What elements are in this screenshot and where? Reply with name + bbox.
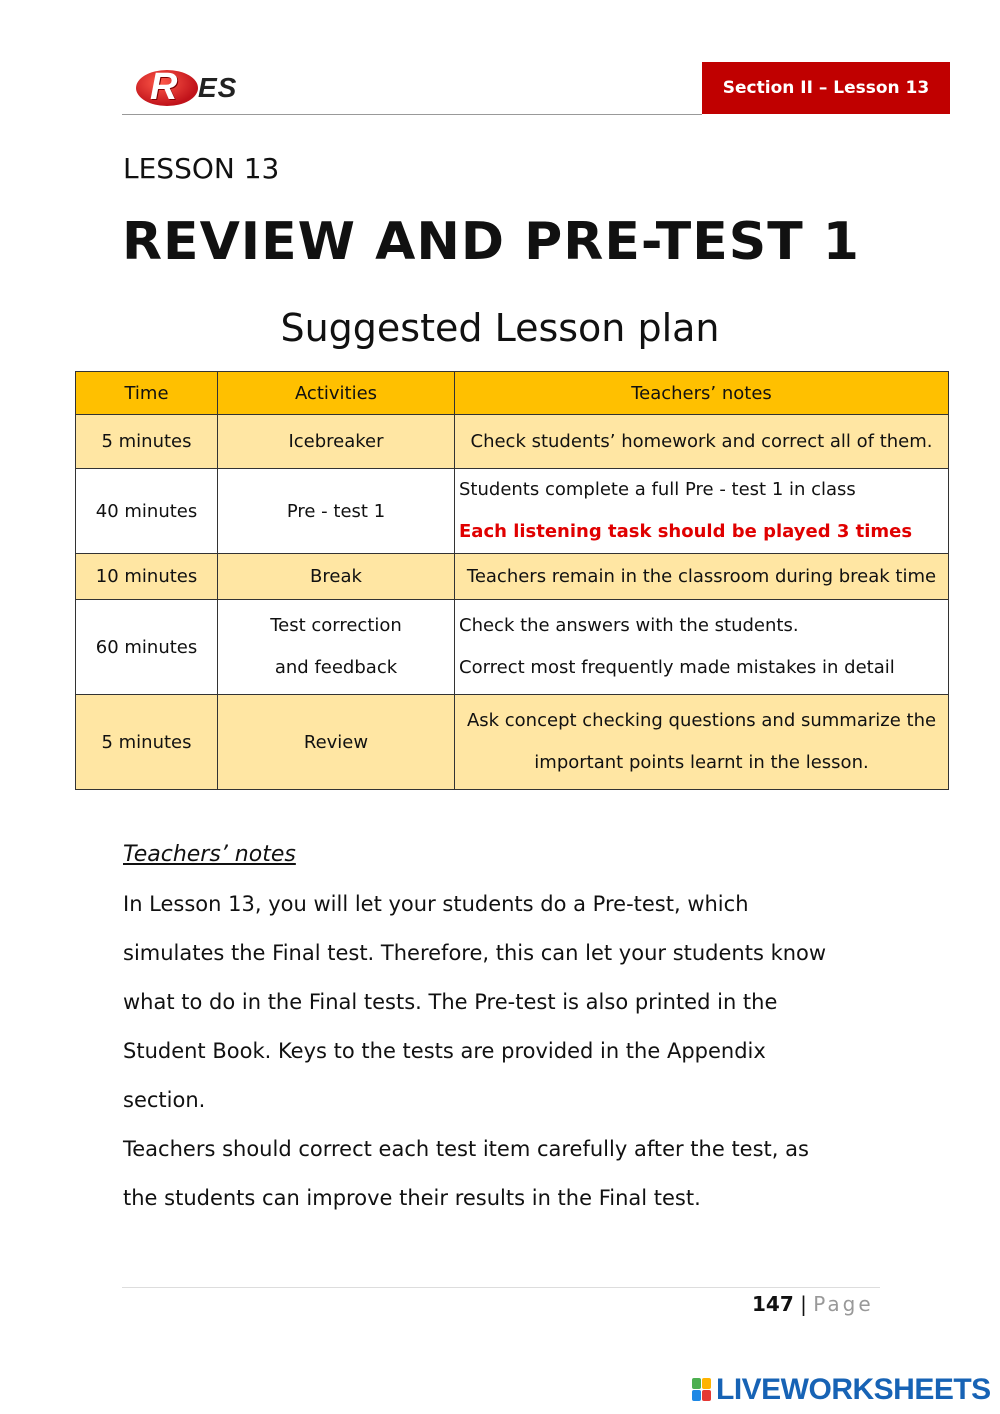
note-line: Students complete a full Pre - test 1 in class [459, 479, 856, 500]
section-badge: Section II – Lesson 13 [702, 62, 950, 114]
footer-divider [122, 1287, 880, 1288]
cell-notes [455, 695, 949, 790]
header-teachers-notes: Teachers’ notes [455, 372, 949, 415]
notes-body [123, 880, 883, 1223]
logo-letter-r: R [150, 66, 178, 108]
table-row [76, 554, 949, 600]
cell-notes: Check students’ homework and correct all of them. [455, 415, 949, 469]
cell-activity: Pre - test 1 [218, 469, 455, 554]
page-word: Page [813, 1292, 874, 1316]
cell-time: 5 minutes [76, 415, 218, 469]
page-number [752, 1292, 874, 1316]
table-row [76, 469, 949, 554]
notes-line: what to do in the Final tests. The Pre-test is also printed in the [123, 990, 778, 1014]
table-row [76, 415, 949, 469]
notes-line: Student Book. Keys to the tests are provided in the Appendix [123, 1039, 766, 1063]
activity-line: and feedback [274, 657, 398, 678]
cell-activity [218, 600, 455, 695]
res-logo [136, 68, 266, 108]
cell-notes: Teachers remain in the classroom during break time [455, 554, 949, 600]
notes-line: the students can improve their results in the Final test. [123, 1186, 701, 1210]
notes-heading: Teachers’ notes [123, 842, 296, 867]
notes-line: simulates the Final test. Therefore, this can let your students know [123, 941, 827, 965]
cell-time: 10 minutes [76, 554, 218, 600]
header-time: Time [76, 372, 218, 415]
note-line-alert: Each listening task should be played 3 times [459, 521, 913, 542]
note-line: Check the answers with the students. [459, 615, 799, 636]
page-separator: | [800, 1292, 807, 1316]
lesson-label: LESSON 13 [123, 152, 280, 185]
cell-time: 5 minutes [76, 695, 218, 790]
activity-line: Test correction [270, 615, 402, 636]
notes-line: In Lesson 13, you will let your students do a Pre-test, which [123, 892, 749, 916]
lesson-plan-table [75, 371, 949, 790]
table-header-row [76, 372, 949, 415]
liveworksheets-icon [692, 1378, 712, 1402]
note-line: important points learnt in the lesson. [534, 752, 869, 773]
table-row [76, 695, 949, 790]
liveworksheets-watermark [692, 1372, 991, 1408]
cell-notes [455, 469, 949, 554]
cell-activity: Break [218, 554, 455, 600]
header-divider [122, 114, 702, 115]
cell-notes [455, 600, 949, 695]
table-row [76, 600, 949, 695]
cell-activity: Icebreaker [218, 415, 455, 469]
note-line: Ask concept checking questions and summarize the [466, 710, 937, 731]
logo-letters-es: ES [198, 72, 238, 103]
page-subtitle: Suggested Lesson plan [280, 306, 720, 350]
notes-line: Teachers should correct each test item carefully after the test, as [123, 1137, 809, 1161]
cell-time: 60 minutes [76, 600, 218, 695]
note-line: Correct most frequently made mistakes in detail [459, 657, 895, 678]
notes-line: section. [123, 1088, 206, 1112]
cell-activity: Review [218, 695, 455, 790]
header-activities: Activities [218, 372, 455, 415]
cell-time: 40 minutes [76, 469, 218, 554]
page-number-value: 147 [752, 1292, 794, 1316]
page-title: REVIEW AND PRE-TEST 1 [122, 212, 860, 272]
liveworksheets-text: LIVEWORKSHEETS [716, 1373, 991, 1406]
